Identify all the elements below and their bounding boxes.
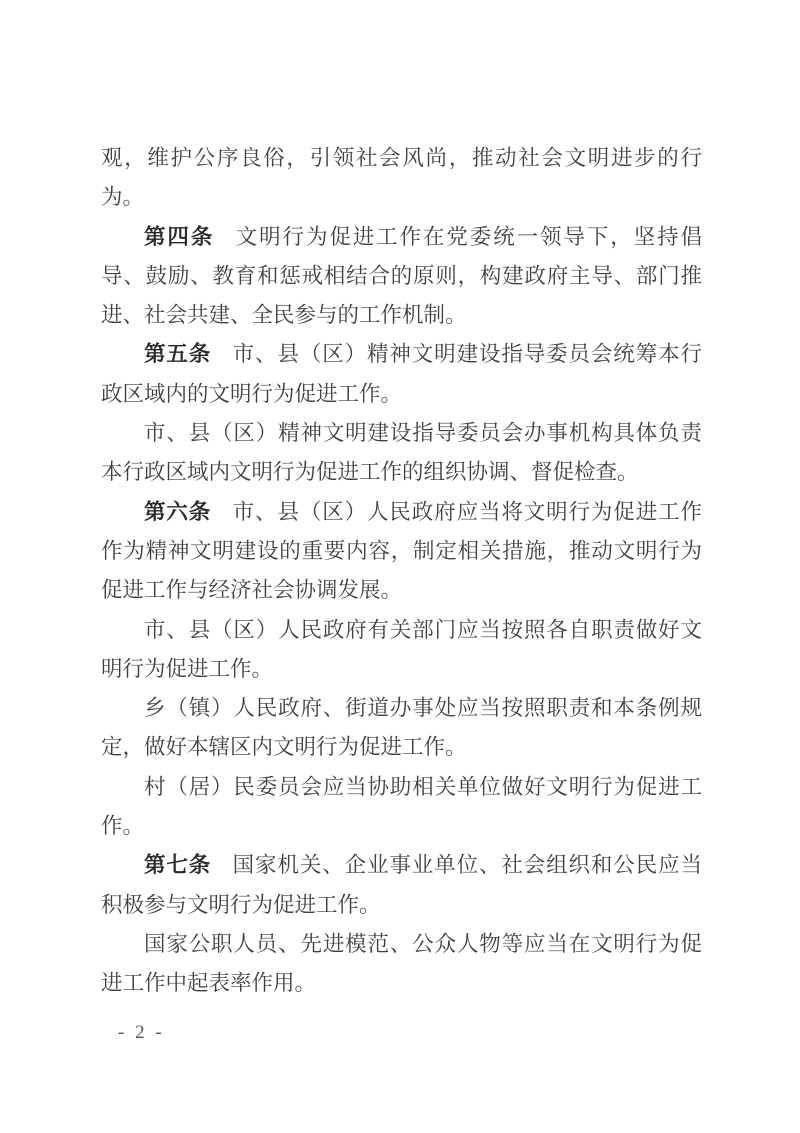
- paragraph-article-6-clause-2: [101, 611, 702, 690]
- page-number: - 2 -: [118, 1022, 165, 1043]
- paragraph-text: 国家机关、企业事业单位、社会组织和公民应当积极参与文明行为促进工作。: [101, 853, 702, 917]
- paragraph-article-6-clause-3: [101, 689, 702, 768]
- paragraph-text: 乡（镇）人民政府、街道办事处应当按照职责和本条例规定，做好本辖区内文明行为促进工作。: [101, 696, 702, 760]
- article-number: 第五条: [144, 342, 212, 367]
- paragraph-text: 市、县（区）精神文明建设指导委员会统筹本行政区域内的文明行为促进工作。: [101, 342, 702, 406]
- paragraph-text: 市、县（区）精神文明建设指导委员会办事机构具体负责本行政区域内文明行为促进工作的组织协调、督促检查。: [101, 421, 702, 485]
- paragraph-article-7: [101, 846, 702, 925]
- paragraph-article-5-clause-2: [101, 414, 702, 493]
- paragraph-article-5: [101, 335, 702, 414]
- paragraph-text: 市、县（区）人民政府有关部门应当按照各自职责做好文明行为促进工作。: [101, 617, 702, 681]
- paragraph-text: 村（居）民委员会应当协助相关单位做好文明行为促进工作。: [101, 774, 702, 839]
- paragraph-text: 观，维护公序良俗，引领社会风尚，推动社会文明进步的行为。: [101, 146, 702, 210]
- paragraph-article-6-clause-4: [101, 768, 702, 847]
- paragraph-article-4: [101, 218, 702, 336]
- document-text-block: [101, 139, 702, 1004]
- paragraph-article-6: [101, 493, 702, 611]
- article-number: 第四条: [144, 224, 215, 249]
- paragraph-text: 文明行为促进工作在党委统一领导下，坚持倡导、鼓励、教育和惩戒相结合的原则，构建政府主导、部门推进、社会共建、全民参与的工作机制。: [101, 224, 702, 328]
- article-number: 第七条: [144, 853, 212, 878]
- paragraph-article-7-clause-2: [101, 925, 702, 1004]
- paragraph-text: 国家公职人员、先进模范、公众人物等应当在文明行为促进工作中起表率作用。: [101, 931, 702, 996]
- paragraph-text: 市、县（区）人民政府应当将文明行为促进工作作为精神文明建设的重要内容，制定相关措施，推动文明行为促进工作与经济社会协调发展。: [101, 499, 702, 603]
- paragraph-continuation: [101, 139, 702, 218]
- article-number: 第六条: [144, 499, 212, 524]
